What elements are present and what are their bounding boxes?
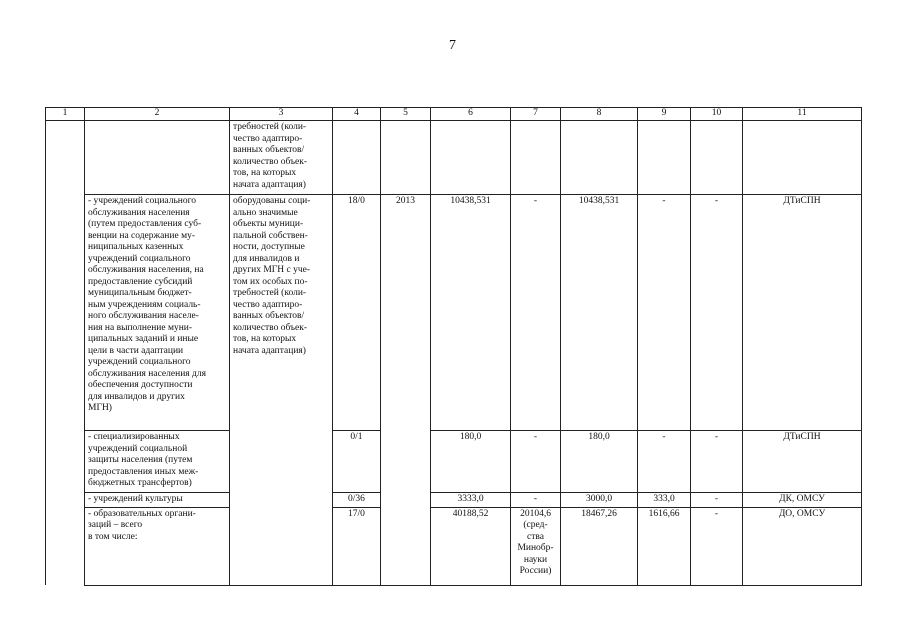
col-header-11: 11	[743, 108, 862, 121]
cell-total: 180,0	[431, 431, 511, 493]
cell-total: 40188,52	[431, 507, 511, 585]
cell-total: 3333,0	[431, 493, 511, 508]
cell-regional: 180,0	[561, 431, 638, 493]
cell-col5	[381, 121, 431, 195]
cell-local: -	[638, 195, 691, 431]
cell-col9	[638, 121, 691, 195]
cell-col4	[333, 121, 381, 195]
column-number-row	[46, 108, 862, 121]
page-number: 7	[449, 38, 456, 53]
cell-federal: -	[511, 431, 561, 493]
cell-executor: ДТиСПН	[743, 431, 862, 493]
cell-col6	[431, 121, 511, 195]
cell-col2	[85, 121, 230, 195]
cell-col10	[691, 121, 743, 195]
col-header-3: 3	[230, 108, 333, 121]
cell-total: 10438,531	[431, 195, 511, 431]
program-table	[45, 107, 862, 586]
table-row	[46, 507, 862, 585]
cell-local: -	[638, 431, 691, 493]
col-header-1: 1	[46, 108, 85, 121]
col-header-6: 6	[431, 108, 511, 121]
cell-federal: -	[511, 493, 561, 508]
cell-indicator: оборудованы соци- ально значимые объекты муници- пальной собствен- ности, доступные для инвалидов и других МГН с уче- том их особых по- требностей (коли- чество адаптиро- ванных объектов/ количество объек- тов, на которых начата адаптация)	[230, 195, 333, 586]
cell-regional: 10438,531	[561, 195, 638, 431]
table-row	[46, 195, 862, 431]
cell-indicator: требностей (коли- чество адаптиро- ванных объектов/ количество объек- тов, на которых начата адаптация)	[230, 121, 333, 195]
table-row	[46, 121, 862, 195]
cell-count: 0/36	[333, 493, 381, 508]
table-row	[46, 493, 862, 508]
cell-executor: ДК, ОМСУ	[743, 493, 862, 508]
col-header-2: 2	[85, 108, 230, 121]
cell-item-name: - специализированных учреждений социальной защиты населения (путем предоставления иных меж- бюджетных трансфертов)	[85, 431, 230, 493]
cell-col8	[561, 121, 638, 195]
cell-count: 18/0	[333, 195, 381, 431]
cell-executor: ДО, ОМСУ	[743, 507, 862, 585]
cell-federal: -	[511, 195, 561, 431]
table-row	[46, 431, 862, 493]
cell-regional: 3000,0	[561, 493, 638, 508]
col-header-7: 7	[511, 108, 561, 121]
col-header-9: 9	[638, 108, 691, 121]
cell-count: 17/0	[333, 507, 381, 585]
cell-count: 0/1	[333, 431, 381, 493]
cell-other: -	[691, 195, 743, 431]
cell-item-name: - образовательных органи- заций – всего в том числе:	[85, 507, 230, 585]
cell-year: 2013	[381, 195, 431, 586]
col-header-5: 5	[381, 108, 431, 121]
col-header-4: 4	[333, 108, 381, 121]
cell-item-name: - учреждений социального обслуживания населения (путем предоставления суб- венции на содержание му- ниципальных казенных учреждений социального обслуживания населения, на предоставление субсидий муниципальным бюджет- ным учреждениям социаль- ного обслуживания населе- ния на выполнение муни- ципальных заданий и иные цели в части адаптации учреждений социального обслуживания населения для обеспечения доступности для инвалидов и других МГН)	[85, 195, 230, 431]
col-header-10: 10	[691, 108, 743, 121]
cell-col7	[511, 121, 561, 195]
cell-item-name: - учреждений культуры	[85, 493, 230, 508]
cell-other: -	[691, 431, 743, 493]
cell-other: -	[691, 493, 743, 508]
cell-local: 1616,66	[638, 507, 691, 585]
cell-col11	[743, 121, 862, 195]
cell-executor: ДТиСПН	[743, 195, 862, 431]
cell-local: 333,0	[638, 493, 691, 508]
cell-other: -	[691, 507, 743, 585]
cell-federal: 20104,6 (сред- ства Минобр- науки России)	[511, 507, 561, 585]
cell-regional: 18467,26	[561, 507, 638, 585]
cell-col1	[46, 121, 85, 586]
col-header-8: 8	[561, 108, 638, 121]
